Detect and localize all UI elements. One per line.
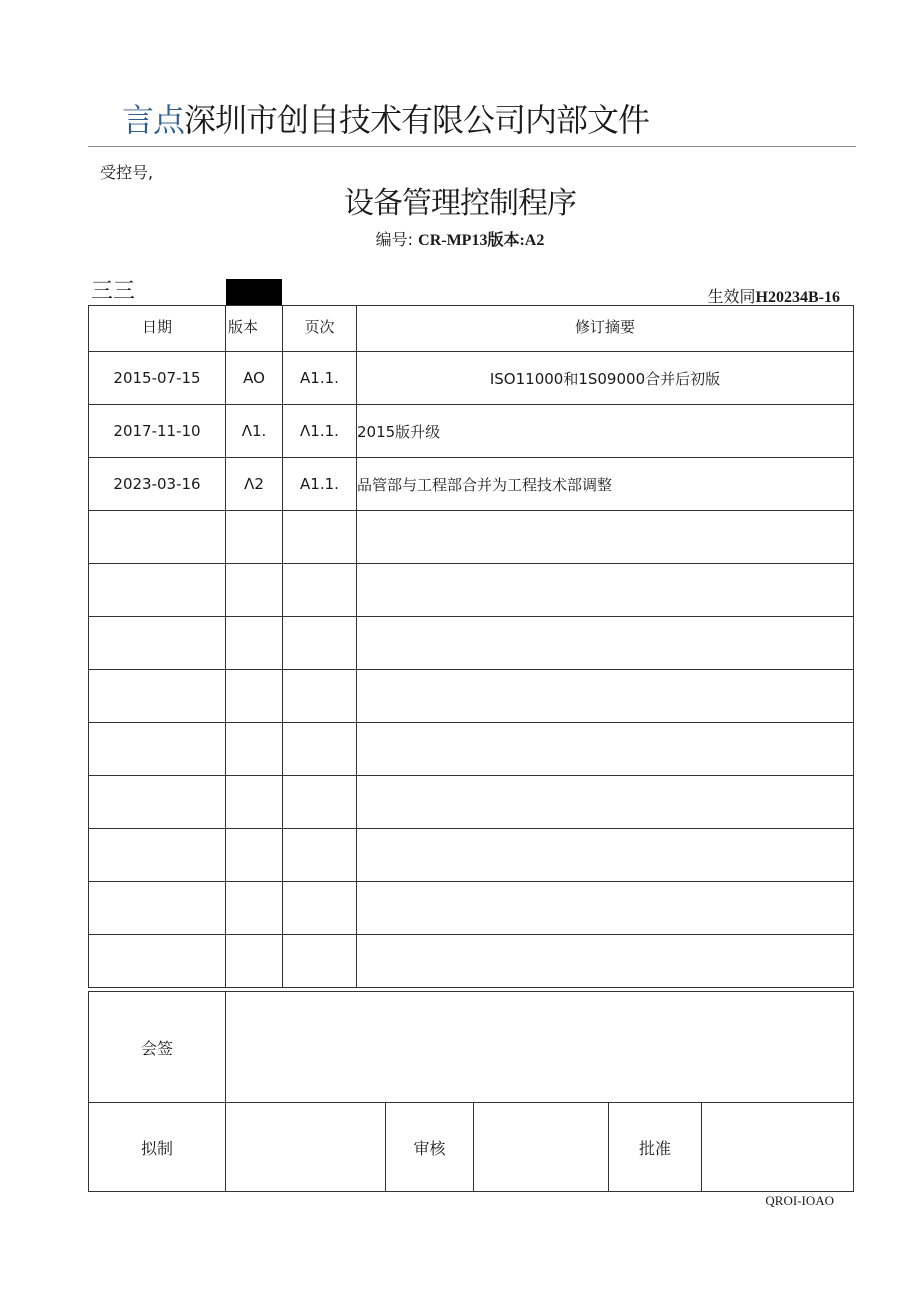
company-logo-text: 言点	[122, 101, 185, 139]
header-divider	[88, 146, 856, 147]
row-version: AO	[226, 352, 283, 405]
table-row-empty	[89, 723, 854, 776]
table-row-empty	[89, 935, 854, 988]
revision-table-header	[89, 306, 854, 352]
row-page: A1.1.	[283, 458, 357, 511]
countersign-label: 会签	[89, 992, 226, 1103]
table-row-empty	[89, 776, 854, 829]
header-page: 页次	[283, 306, 357, 352]
approve-label: 批准	[609, 1103, 702, 1192]
table-row-empty	[89, 670, 854, 723]
company-title: 深圳市创自技术有限公司内部文件	[184, 101, 650, 139]
row-date: 2023-03-16	[89, 458, 226, 511]
row-summary: 2015版升级	[357, 405, 854, 458]
redaction-block	[226, 279, 282, 305]
row-summary: 品管部与工程部合并为工程技术部调整	[357, 458, 854, 511]
revision-table	[88, 305, 854, 988]
table-row	[89, 458, 854, 511]
table-row-empty	[89, 617, 854, 670]
drafted-label: 拟制	[89, 1103, 226, 1192]
effective-date-label: 生效同	[707, 287, 756, 306]
document-code	[0, 227, 920, 250]
row-page: Λ1.1.	[283, 405, 357, 458]
row-version: Λ2	[226, 458, 283, 511]
table-row-empty	[89, 511, 854, 564]
table-row-empty	[89, 829, 854, 882]
control-number-label: 受控号,	[100, 163, 154, 182]
countersign-table	[88, 991, 854, 1103]
review-field	[474, 1103, 609, 1192]
document-code-label: 编号:	[375, 230, 414, 249]
row-page: A1.1.	[283, 352, 357, 405]
table-row	[89, 352, 854, 405]
form-code: QROI-IOAO	[765, 1193, 834, 1208]
mark-text: 三三	[91, 279, 136, 304]
table-row	[89, 405, 854, 458]
signoff-table	[88, 1102, 854, 1192]
effective-date	[708, 284, 840, 307]
document-code-value: CR-MP13版本:A2	[418, 232, 545, 249]
document-title: 设备管理控制程序	[344, 186, 576, 221]
table-row-empty	[89, 882, 854, 935]
approve-field	[702, 1103, 854, 1192]
drafted-field	[226, 1103, 386, 1192]
header-version: 版本	[226, 306, 283, 352]
effective-date-value: H20234B-16	[755, 289, 840, 306]
countersign-field	[226, 992, 854, 1103]
table-row-empty	[89, 564, 854, 617]
row-date: 2015-07-15	[89, 352, 226, 405]
company-header	[122, 100, 649, 140]
header-date: 日期	[89, 306, 226, 352]
row-version: Λ1.	[226, 405, 283, 458]
header-summary: 修订摘要	[357, 306, 854, 352]
row-summary: ISO11000和1S09000合并后初版	[357, 352, 854, 405]
row-date: 2017-11-10	[89, 405, 226, 458]
review-label: 审核	[386, 1103, 474, 1192]
